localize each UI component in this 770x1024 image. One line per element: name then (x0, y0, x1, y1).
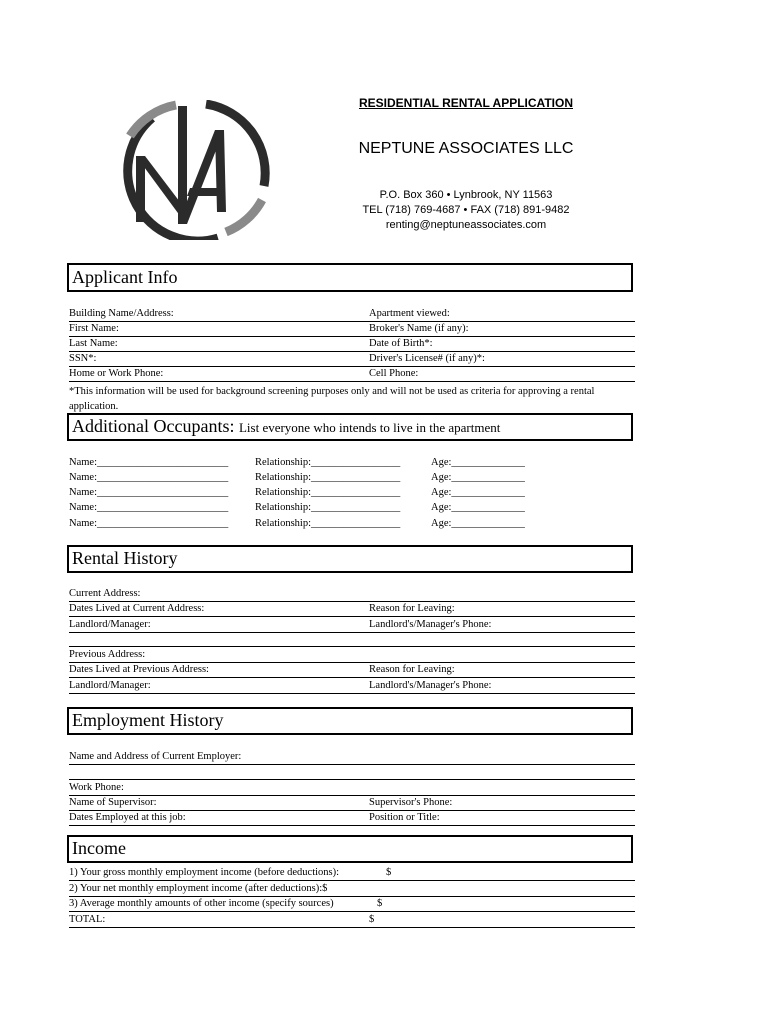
additional-occupants-header (67, 413, 633, 441)
form-row (69, 780, 635, 796)
occupant-name: Name:_________________________ (69, 472, 229, 483)
field-label: $ (369, 914, 375, 925)
rental-history-header (67, 545, 633, 573)
field-label: TOTAL: (69, 914, 106, 925)
occupant-name: Name:_________________________ (69, 487, 229, 498)
field-label: Date of Birth*: (369, 338, 433, 349)
field-label: SSN*: (69, 353, 97, 364)
field-label: Work Phone: (69, 782, 124, 793)
field-label: 2) Your net monthly employment income (after deductions):$ (69, 883, 328, 894)
form-row (69, 647, 635, 663)
field-label: Apartment viewed: (369, 308, 450, 319)
field-label: Position or Title: (369, 812, 440, 823)
income-header (67, 835, 633, 863)
income-row (69, 912, 635, 928)
form-row (69, 306, 635, 322)
logo-a-bar (187, 188, 221, 196)
field-label: First Name: (69, 323, 119, 334)
field-label: Landlord's/Manager's Phone: (369, 680, 492, 691)
field-label: Broker's Name (if any): (369, 323, 469, 334)
form-row (69, 351, 635, 367)
privacy-note: *This information will be used for background screening purposes only and will not be used as criteria for approving a rental application. (69, 386, 595, 412)
occupant-name: Name:_________________________ (69, 502, 229, 513)
income-row (69, 865, 635, 881)
company-name: NEPTUNE ASSOCIATES LLC (358, 140, 574, 157)
occupant-age: Age:______________ (431, 502, 525, 513)
occupant-age: Age:______________ (431, 487, 525, 498)
section-title: Additional Occupants: (72, 416, 235, 436)
form-row (69, 678, 635, 694)
form-title: RESIDENTIAL RENTAL APPLICATION (358, 96, 573, 110)
field-label: Name of Supervisor: (69, 797, 157, 808)
logo-gray-arc-right (226, 200, 262, 232)
logo-a-right (215, 130, 226, 212)
form-row (69, 617, 635, 633)
occupant-relationship: Relationship:_________________ (255, 457, 401, 468)
field-label: $ (386, 867, 392, 878)
applicant-info-header (67, 263, 633, 292)
field-label: Home or Work Phone: (69, 368, 164, 379)
occupant-age: Age:______________ (431, 457, 525, 468)
company-phones: TEL (718) 769-4687 • FAX (718) 891-9482 (362, 204, 570, 216)
field-label: Dates Lived at Previous Address: (69, 664, 209, 675)
occupant-relationship: Relationship:_________________ (255, 472, 401, 483)
section-title-wrap (72, 416, 500, 437)
company-address: P.O. Box 360 • Lynbrook, NY 11563 (379, 189, 553, 201)
section-title: Income (72, 838, 126, 858)
section-title: Applicant Info (72, 267, 178, 287)
field-label: Landlord's/Manager's Phone: (369, 619, 492, 630)
form-row (69, 366, 635, 382)
occupant-relationship: Relationship:_________________ (255, 518, 401, 529)
occupant-relationship: Relationship:_________________ (255, 487, 401, 498)
field-label: Previous Address: (69, 649, 146, 660)
field-label: 1) Your gross monthly employment income (before deductions): (69, 867, 340, 878)
field-label: Reason for Leaving: (369, 603, 455, 614)
field-label: Name and Address of Current Employer: (69, 751, 242, 762)
form-row (69, 586, 635, 602)
field-label: Landlord/Manager: (69, 680, 151, 691)
company-logo (114, 100, 270, 240)
field-label: Landlord/Manager: (69, 619, 151, 630)
form-row (69, 321, 635, 337)
income-row (69, 896, 635, 912)
occupant-name: Name:_________________________ (69, 457, 229, 468)
field-label: Dates Lived at Current Address: (69, 603, 205, 614)
field-label: Building Name/Address: (69, 308, 174, 319)
income-row (69, 881, 635, 897)
form-row (69, 662, 635, 678)
occupant-age: Age:______________ (431, 518, 525, 529)
company-email: renting@neptuneassociates.com (385, 219, 547, 231)
form-row (69, 601, 635, 617)
form-row (69, 336, 635, 352)
field-label: Cell Phone: (369, 368, 419, 379)
field-label: Reason for Leaving: (369, 664, 455, 675)
form-row (69, 810, 635, 826)
field-label: 3) Average monthly amounts of other income (specify sources) (69, 898, 334, 909)
section-subtitle: List everyone who intends to live in the apartment (238, 420, 501, 435)
field-label: Driver's License# (if any)*: (369, 353, 485, 364)
occupant-age: Age:______________ (431, 472, 525, 483)
field-label: Current Address: (69, 588, 141, 599)
section-title: Employment History (72, 710, 224, 730)
occupant-relationship: Relationship:_________________ (255, 502, 401, 513)
field-label: $ (377, 898, 383, 909)
field-label: Dates Employed at this job: (69, 812, 186, 823)
form-row (69, 749, 635, 765)
occupant-name: Name:_________________________ (69, 518, 229, 529)
employment-history-header (67, 707, 633, 735)
section-title: Rental History (72, 548, 178, 568)
form-row (69, 795, 635, 811)
field-label: Supervisor's Phone: (369, 797, 453, 808)
field-label: Last Name: (69, 338, 118, 349)
